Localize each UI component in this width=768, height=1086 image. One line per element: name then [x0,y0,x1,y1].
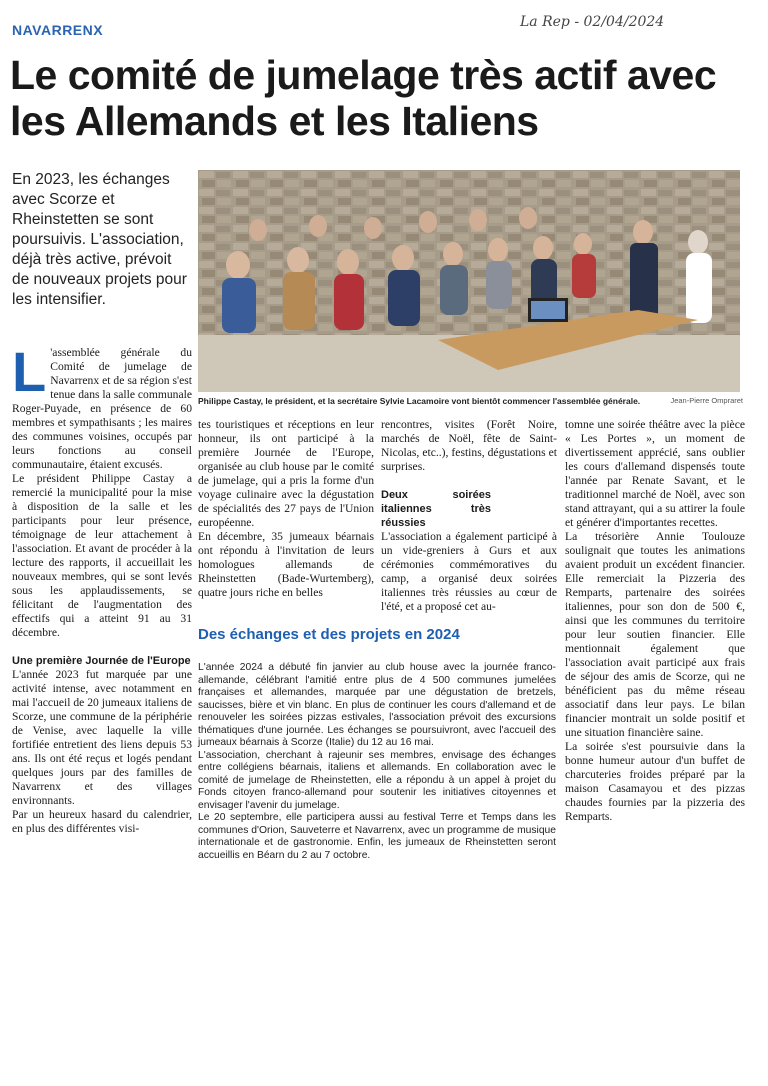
sidebar-box [198,662,556,862]
paragraph: tomne une soirée théâtre avec la pièce « Les Portes », un moment de divertissement apprécié, sans oublier les cours d'allemand dispensés toute l'année par Renate Savant, et le traditionnel marché de Noël, avec son stand attrayant, qui a su attirer la foule et générer d'importantes recettes. [565,418,745,529]
section-kicker: NAVARRENX [12,22,104,38]
paragraph: L'association a également participé à un vide-greniers à Gurs et aux cérémonies commémoratives du camp, a organisé deux soirées italiennes très réussies au cœur de l'été, et a proposé cet au- [381,530,557,613]
photo-credit: Jean-Pierre Ompraret [670,396,743,405]
headline: Le comité de jumelage très actif avec les Allemands et les Italiens [10,52,717,144]
subheading: Une première Journée de l'Europe [12,655,191,667]
paragraph: Le président Philippe Castay a remercié la municipalité pour la mise à disposition de la salle et les participants pour leur présence, témoignage de leur attachement à l'association. Et avant de procéder à la lecture des rapports, il accueillait les nouveaux membres, qui se sont levés sous les applaudissements, se félicitant de l'augmentation des effectifs qui a atteint 91 au 31 décembre. [12,472,192,639]
box-paragraph: Le 20 septembre, elle participera aussi au festival Terre et Temps dans les communes d'Orion, Sauveterre et Navarrenx, avec un programme de musique internationale et de gastronomie. Enfin, les jumeaux de Rheinstetten seront accueillis en Béarn du 2 au 7 octobre. [198,812,556,861]
box-paragraph: L'année 2024 a débuté fin janvier au club house avec la journée franco-allemande, célébrant l'amitié entre plus de 4 500 communes jumelées françaises et allemandes, marquée par une dégustation de bretzels, saucisses, bière et vin blanc. En plus de continuer les cours d'allemand et de renouveler les soirées pizzas estivales, l'association prévoit des excursions thématiques d'une journée. Les échanges se poursuivront, avec l'accueil des jumeaux béarnais à Scorze (Italie) du 12 au 16 mai. [198,662,556,748]
paragraph: 'assemblée générale du Comité de jumelage de Navarrenx et de sa région s'est tenue dans la salle communale Roger-Puyade, en présence de 60 membres et sympathisants ; les maires des communes voisines, occupés par leurs fonctions au conseil communautaire, étaient excusés. [12,346,192,471]
subheading: Deux soirées italiennes très réussies [381,489,491,529]
paragraph: En décembre, 35 jumeaux béarnais ont répondu à l'invitation de leurs homologues allemands de Rheinstetten (Bade-Wurtemberg), quatre jours riche en belles [198,530,374,599]
paragraph: tes touristiques et réceptions en leur honneur, ils ont participé à la première Journée de l'Europe, organisée au club house par le comité de jumelage, qui a pris la forme d'un voyage culinaire avec la dégustation de spécialités des 27 pays de l'Union européenne. [198,418,374,529]
article-column-3 [381,418,557,614]
paragraph: La soirée s'est poursuivie dans la bonne humeur autour d'un buffet de charcuteries froides préparé par la maison Casamayou et des pizzas chaudes fournies par la pizzeria des Remparts. [565,740,745,823]
article-column-2 [198,418,374,600]
drop-cap: L [12,340,47,403]
article-photo [198,170,740,392]
box-title: Des échanges et des projets en 2024 [198,626,460,643]
lede: En 2023, les échanges avec Scorze et Rheinstetten se sont poursuivis. L'association, déjà très active, prévoit de nouveaux projets pour les intensifier. [12,171,187,308]
paragraph: L'année 2023 fut marquée par une activité intense, avec notamment en mai l'accueil de 20 jumeaux italiens de Scorze, une commune de la périphérie de Venise, avec laquelle la ville fortifiée entretient des liens depuis 53 ans. Ils ont été reçus et logés pendant quelques jours par des familles de Navarrenx et des villages environnants. [12,668,192,807]
paragraph: Par un heureux hasard du calendrier, en plus des différentes visi- [12,808,192,835]
article-column-1 [12,340,192,836]
photo-caption-row [198,396,743,406]
box-paragraph: L'association, cherchant à rajeunir ses membres, envisage des échanges entre collégiens béarnais, italiens et allemands. En collaboration avec le comité de jumelage de Rheinstetten, elle a répondu à un appel à projet du Fonds citoyen franco-allemand pour soutenir les initiatives citoyennes et envisager l'avenir du jumelage. [198,749,556,811]
photo-caption: Philippe Castay, le président, et la secrétaire Sylvie Lacamoire vont bientôt commencer l'assemblée générale. [198,396,641,406]
paragraph: rencontres, visites (Forêt Noire, marchés de Noël, fête de Saint-Nicolas, etc..), festins, dégustations et surprises. [381,418,557,473]
article-column-4 [565,418,745,824]
photo-illustration [198,170,740,392]
handwritten-note: La Rep - 02/04/2024 [520,14,665,30]
paragraph: La trésorière Annie Toulouze soulignait que toutes les animations avaient produit un excédent financier. Elle remerciait la Pizzeria des Remparts, partenaire des soirées italiennes, pour son don de 500 €, ainsi que les communes du territoire pour leur soutien financier. Elle mentionnait également que l'association avait participé aux frais de séjour des amis de Scorze, qui ne bénéficient pas du même réseau associatif dans leur pays. Le bilan financier montrait un solde positif et une situation financière saine. [565,530,745,739]
